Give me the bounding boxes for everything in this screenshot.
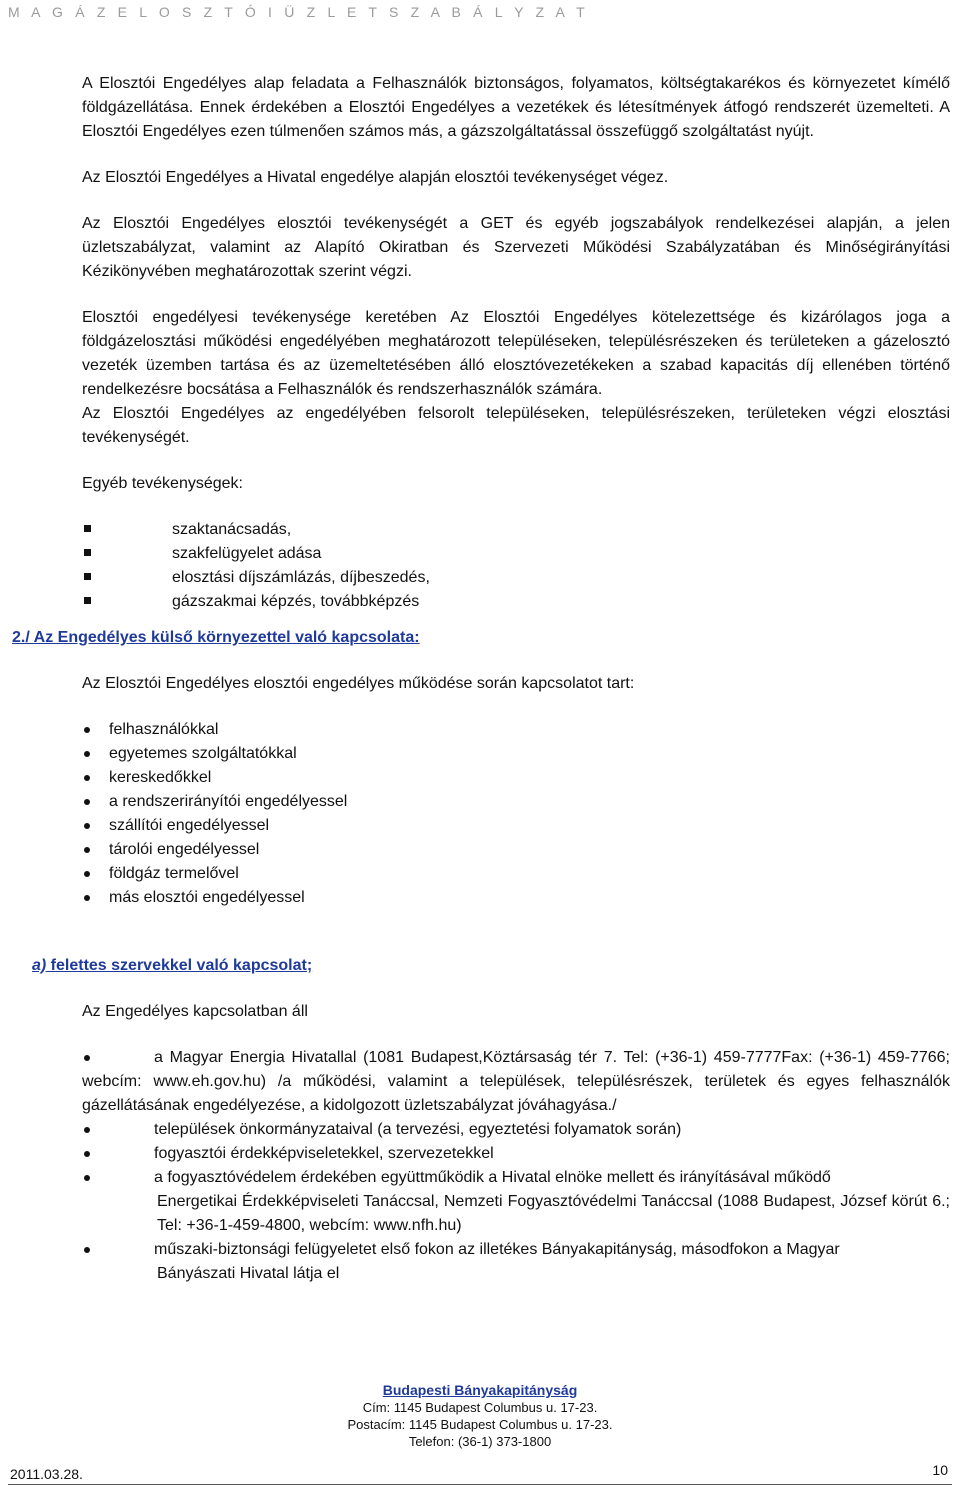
list-item: felhasználókkal: [82, 718, 950, 742]
page-number: 10: [932, 1462, 948, 1478]
list-item: [82, 1166, 950, 1238]
list-item: [82, 1142, 950, 1166]
list-item: [82, 1238, 950, 1286]
list-item: elosztási díjszámlázás, díjbeszedés,: [82, 566, 950, 590]
footer-address: Cím: 1145 Budapest Columbus u. 17-23.: [362, 1400, 598, 1415]
section-a-title: felettes szervekkel való kapcsolat;: [46, 957, 313, 974]
relation-text: a Magyar Energia Hivatallal (1081 Budapest,Köztársaság tér 7. Tel: (+36-1) 459-7777Fax: (+36-1) 459-7766; webcím: www.eh.gov.hu) /a működési, valamint a települések, településrészek, területek és egyes felhasználók gázellátásának engedélyezése, a kidolgozott üzletszabályzat jóváhagyása./: [82, 1049, 950, 1114]
paragraph-intro: A Elosztói Engedélyes alap feladata a Felhasználók biztonságos, folyamatos, költségtakarékos és környezetet kímélő földgázellátása. Ennek érdekében a Elosztói Engedélyes a vezetékek és létesítmények átfogó rendszerét üzemelteti. A Elosztói Engedélyes ezen túlmenően számos más, a gázszolgáltatással összefüggő szolgáltatást nyújt.: [82, 75, 950, 140]
relation-text: települések önkormányzataival (a tervezési, egyeztetési folyamatok során): [154, 1121, 682, 1138]
other-activities-title: Egyéb tevékenységek:: [82, 475, 243, 492]
relation-text: a fogyasztóvédelem érdekében együttműködik a Hivatal elnöke mellett és irányításával működő: [154, 1169, 831, 1186]
footer-phone: Telefon: (36-1) 373-1800: [408, 1434, 552, 1449]
section-a-letter: a): [32, 957, 47, 974]
footer-postal-address: Postacím: 1145 Budapest Columbus u. 17-23.: [347, 1417, 613, 1432]
paragraph-duties: Elosztói engedélyesi tevékenysége keretében Az Elosztói Engedélyes kötelezettsége és kizárólagos joga a földgázelosztási működési engedélyében meghatározott településeken, településrészeken és területeken a gázelosztó vezeték üzemben tartása és az üzemeltetésében álló elosztóvezetékeken a szabad kapacitás díj ellenében történő rendelkezésre bocsátása a Felhasználók és rendszerhasználók számára.: [82, 309, 950, 398]
list-item: [82, 1046, 950, 1118]
footer-divider: [8, 1484, 952, 1485]
list-item: a rendszerirányítói engedélyessel: [82, 790, 950, 814]
contacts-list: [82, 718, 950, 910]
relation-text: műszaki-biztonsági felügyeletet első fokon az illetékes Bányakapitányság, másodfokon a Magyar: [154, 1241, 840, 1258]
document-body: [12, 72, 950, 1286]
running-header: M A G Á Z E L O S Z T Ó I Ü Z L E T S Z A B Á L Y Z A T: [8, 4, 589, 20]
list-item: szállítói engedélyessel: [82, 814, 950, 838]
list-item: gázszakmai képzés, továbbképzés: [82, 590, 950, 614]
paragraph-activity-basis: Az Elosztói Engedélyes elosztói tevékenységét a GET és egyéb jogszabályok rendelkezései alapján, a jelen üzletszabályzat, valamint az Alapító Okiratban és Szervezeti Működési Szabályzatában és Minőségirányítási Kézikönyvében meghatározottak szerint végzi.: [82, 215, 950, 280]
list-item: más elosztói engedélyessel: [82, 886, 950, 910]
list-item: [82, 1118, 950, 1142]
section-2-intro: Az Elosztói Engedélyes elosztói engedélyes működése során kapcsolatot tart:: [82, 675, 635, 692]
list-item: tárolói engedélyessel: [82, 838, 950, 862]
list-item: kereskedőkkel: [82, 766, 950, 790]
footer-contact: [0, 1382, 960, 1450]
list-item: szakfelügyelet adása: [82, 542, 950, 566]
section-a-heading: [32, 954, 950, 978]
footer-date: 2011.03.28.: [10, 1466, 83, 1482]
paragraph-licence: Az Elosztói Engedélyes a Hivatal engedélye alapján elosztói tevékenységet végez.: [82, 169, 669, 186]
section-2-heading: 2./ Az Engedélyes külső környezettel való kapcsolata:: [12, 629, 420, 646]
relation-text-continued: Bányászati Hivatal látja el: [157, 1265, 340, 1282]
list-item: földgáz termelővel: [82, 862, 950, 886]
paragraph-area: Az Elosztói Engedélyes az engedélyében felsorolt településeken, településrészeken, területeken végzi elosztási tevékenységét.: [82, 405, 950, 446]
relation-text: fogyasztói érdekképviseletekkel, szervezetekkel: [154, 1145, 494, 1162]
list-item: egyetemes szolgáltatókkal: [82, 742, 950, 766]
footer-org-name: Budapesti Bányakapitányság: [382, 1382, 578, 1398]
relation-text-continued: Energetikai Érdekképviseleti Tanáccsal, Nemzeti Fogyasztóvédelmi Tanáccsal (1088 Budapest, József körút 6.; Tel: +36-1-459-4800, webcím: www.nfh.hu): [157, 1193, 950, 1234]
other-activities-list: [82, 518, 950, 614]
list-item: szaktanácsadás,: [82, 518, 950, 542]
section-a-intro: Az Engedélyes kapcsolatban áll: [82, 1003, 308, 1020]
relations-list: [82, 1046, 950, 1286]
